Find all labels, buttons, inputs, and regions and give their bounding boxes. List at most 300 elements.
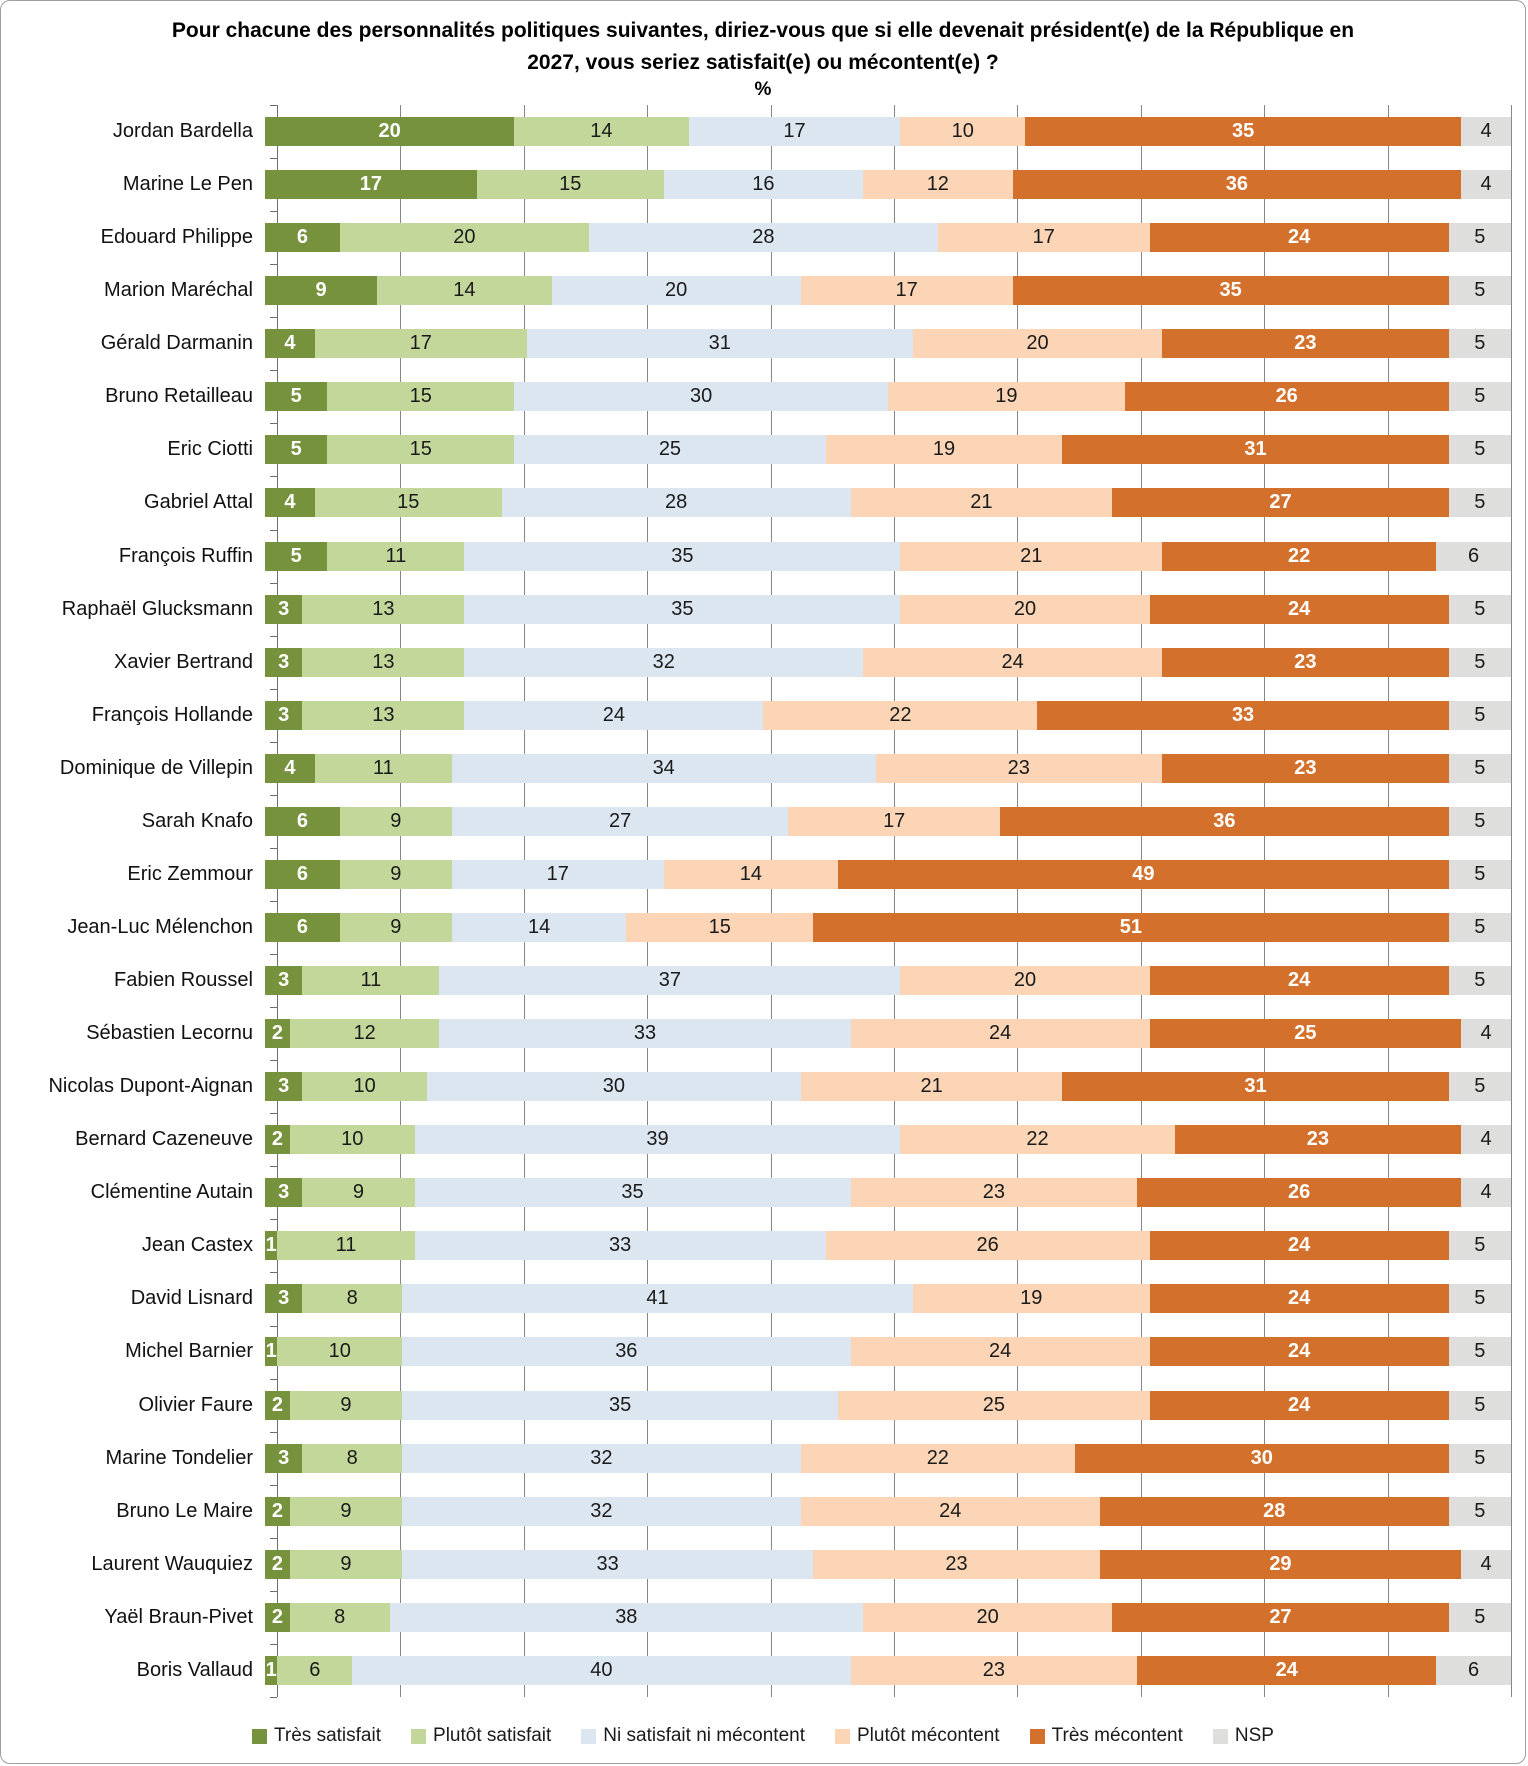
legend-item — [411, 1725, 551, 1747]
segment-value: 9 — [340, 1393, 352, 1416]
legend-swatch-icon — [1030, 1729, 1045, 1744]
bar-segment — [1062, 1072, 1448, 1101]
segment-value: 26 — [1275, 385, 1298, 408]
bar-row — [1, 954, 1525, 1007]
segment-value: 11 — [372, 756, 394, 779]
legend-label: Très satisfait — [274, 1725, 382, 1746]
bar-row — [1, 1485, 1525, 1538]
bar-segment — [1449, 1284, 1511, 1313]
bar-segment — [265, 1337, 277, 1366]
bar-segment — [1461, 170, 1511, 199]
segment-value: 2 — [271, 1022, 284, 1045]
bar-segment — [788, 807, 1000, 836]
segment-value: 22 — [926, 1446, 949, 1469]
segment-value: 15 — [409, 385, 432, 408]
segment-value: 33 — [596, 1552, 619, 1575]
bar-segment — [265, 1550, 290, 1579]
bar-row — [1, 264, 1525, 317]
segment-value: 4 — [1480, 1128, 1492, 1151]
segment-value: 2 — [271, 1128, 284, 1151]
bar-segment — [1100, 1550, 1461, 1579]
bar-track — [265, 648, 1511, 677]
bar-segment — [938, 223, 1150, 252]
legend-swatch-icon — [252, 1729, 267, 1744]
segment-value: 26 — [1288, 1181, 1311, 1204]
bar-track — [265, 1656, 1511, 1685]
segment-value: 5 — [1474, 1234, 1486, 1257]
bar-segment — [290, 1603, 390, 1632]
bar-segment — [1461, 117, 1511, 146]
category-label: Eric Zemmour — [127, 862, 253, 885]
bar-track — [265, 1231, 1511, 1260]
bar-segment — [265, 117, 514, 146]
legend-item — [1213, 1725, 1274, 1747]
category-label: Jean Castex — [141, 1234, 253, 1257]
bar-row — [1, 1113, 1525, 1166]
bar-segment — [452, 754, 876, 783]
bar-row — [1, 1432, 1525, 1485]
segment-value: 31 — [708, 332, 731, 355]
bar-segment — [340, 223, 589, 252]
bar-segment — [340, 807, 452, 836]
segment-value: 33 — [608, 1234, 632, 1257]
segment-value: 27 — [1269, 491, 1292, 514]
segment-value: 6 — [296, 226, 308, 249]
bar-row — [1, 1272, 1525, 1325]
segment-value: 3 — [278, 1181, 290, 1204]
segment-value: 25 — [1294, 1022, 1317, 1045]
bar-row — [1, 476, 1525, 529]
bar-segment — [1449, 860, 1511, 889]
segment-value: 8 — [346, 1446, 358, 1469]
segment-value: 14 — [739, 862, 763, 885]
segment-value: 5 — [1474, 1605, 1486, 1628]
segment-value: 20 — [1026, 332, 1049, 355]
bar-segment — [1449, 754, 1511, 783]
bar-segment — [813, 913, 1448, 942]
bar-segment — [1436, 542, 1511, 571]
segment-value: 6 — [296, 862, 308, 885]
segment-value: 6 — [1468, 1658, 1480, 1681]
bar-segment — [402, 1444, 801, 1473]
bar-segment — [1449, 1072, 1511, 1101]
category-label: Nicolas Dupont-Aignan — [48, 1075, 253, 1098]
bar-row — [1, 1379, 1525, 1432]
bar-segment — [514, 117, 688, 146]
bar-row — [1, 211, 1525, 264]
segment-value: 37 — [658, 969, 682, 992]
bar-segment — [1449, 1497, 1511, 1526]
segment-value: 5 — [1474, 1287, 1486, 1310]
legend-label: Plutôt satisfait — [433, 1725, 552, 1746]
bar-segment — [265, 648, 302, 677]
bar-segment — [277, 1231, 414, 1260]
segment-value: 19 — [932, 438, 956, 461]
bar-segment — [427, 1072, 801, 1101]
bar-segment — [265, 488, 315, 517]
bar-segment — [1449, 223, 1511, 252]
bar-segment — [1162, 542, 1436, 571]
segment-value: 4 — [1480, 1022, 1492, 1045]
chart-title: Pour chacune des personnalités politiques suivantes, diriez-vous que si elle devenait président(e) de la République en 2027, vous seriez satisfait(e) ou mécontent(e) ? — [171, 19, 1355, 74]
segment-value: 28 — [1263, 1499, 1286, 1522]
segment-value: 4 — [284, 756, 296, 779]
bar-segment — [664, 170, 863, 199]
segment-value: 5 — [290, 438, 302, 461]
bar-track — [265, 966, 1511, 995]
bar-segment — [1150, 1019, 1462, 1048]
segment-value: 36 — [1213, 809, 1236, 832]
bar-segment — [1449, 488, 1511, 517]
segment-value: 9 — [390, 915, 402, 938]
bar-track — [265, 1603, 1511, 1632]
segment-value: 5 — [290, 385, 302, 408]
bar-track — [265, 117, 1511, 146]
bar-segment — [1150, 966, 1449, 995]
segment-value: 23 — [982, 1658, 1005, 1681]
bar-segment — [527, 329, 913, 358]
segment-value: 10 — [353, 1075, 376, 1098]
segment-value: 40 — [590, 1658, 613, 1681]
bar-segment — [888, 382, 1125, 411]
bar-row — [1, 583, 1525, 636]
segment-value: 2 — [271, 1499, 284, 1522]
bar-segment — [265, 860, 340, 889]
segment-value: 2 — [271, 1605, 284, 1628]
bar-segment — [514, 382, 888, 411]
segment-value: 33 — [633, 1022, 657, 1045]
bar-segment — [1449, 1391, 1511, 1420]
bar-row — [1, 317, 1525, 370]
bar-segment — [464, 595, 900, 624]
legend-label: Très mécontent — [1051, 1725, 1183, 1746]
bar-row — [1, 901, 1525, 954]
bar-segment — [1449, 1231, 1511, 1260]
legend-item — [1030, 1725, 1183, 1747]
segment-value: 16 — [752, 173, 775, 196]
bar-row — [1, 1325, 1525, 1378]
bar-segment — [900, 542, 1162, 571]
segment-value: 24 — [1288, 1340, 1311, 1363]
segment-value: 5 — [1474, 332, 1486, 355]
bar-segment — [315, 488, 502, 517]
bar-segment — [900, 966, 1149, 995]
legend-swatch-icon — [581, 1729, 596, 1744]
bar-track — [265, 1497, 1511, 1526]
bar-track — [265, 1391, 1511, 1420]
bar-segment — [1150, 223, 1449, 252]
segment-value: 5 — [1474, 1340, 1486, 1363]
bar-segment — [265, 170, 477, 199]
segment-value: 19 — [995, 385, 1018, 408]
bar-row — [1, 742, 1525, 795]
segment-value: 8 — [346, 1287, 358, 1310]
legend-label: Ni satisfait ni mécontent — [603, 1725, 805, 1746]
bar-row — [1, 1219, 1525, 1272]
bar-segment — [327, 542, 464, 571]
bar-segment — [589, 223, 938, 252]
bar-segment — [340, 860, 452, 889]
bar-track — [265, 170, 1511, 199]
bar-segment — [452, 860, 664, 889]
bar-segment — [265, 807, 340, 836]
bar-segment — [302, 1072, 427, 1101]
bar-segment — [664, 860, 838, 889]
segment-value: 36 — [615, 1340, 638, 1363]
bar-segment — [1449, 329, 1511, 358]
bar-segment — [302, 1284, 402, 1313]
bar-track — [265, 488, 1511, 517]
bar-segment — [452, 807, 788, 836]
segment-value: 5 — [1474, 650, 1486, 673]
bar-segment — [689, 117, 901, 146]
segment-value: 13 — [372, 597, 395, 620]
bar-track — [265, 860, 1511, 889]
bar-track — [265, 701, 1511, 730]
segment-value: 21 — [920, 1075, 943, 1098]
bar-track — [265, 329, 1511, 358]
segment-value: 24 — [988, 1340, 1012, 1363]
segment-value: 5 — [1474, 597, 1486, 620]
segment-value: 14 — [527, 915, 551, 938]
segment-value: 30 — [1250, 1446, 1273, 1469]
segment-value: 33 — [1231, 703, 1255, 726]
bar-row — [1, 1591, 1525, 1644]
segment-value: 23 — [1294, 650, 1317, 673]
bar-segment — [1449, 382, 1511, 411]
bar-segment — [327, 435, 514, 464]
segment-value: 11 — [360, 969, 382, 992]
segment-value: 51 — [1119, 915, 1143, 938]
category-label: Edouard Philippe — [100, 226, 253, 249]
segment-value: 41 — [646, 1287, 669, 1310]
segment-value: 5 — [1474, 279, 1486, 302]
segment-value: 24 — [1288, 597, 1311, 620]
bar-segment — [390, 1603, 863, 1632]
segment-value: 1 — [265, 1234, 277, 1257]
segment-value: 17 — [895, 279, 918, 302]
segment-value: 29 — [1269, 1552, 1292, 1575]
bar-segment — [265, 1603, 290, 1632]
bar-segment — [1150, 1337, 1449, 1366]
bar-segment — [1137, 1178, 1461, 1207]
bar-segment — [377, 276, 551, 305]
category-label: Dominique de Villepin — [59, 756, 253, 779]
category-label: David Lisnard — [130, 1287, 253, 1310]
bar-segment — [1150, 1391, 1449, 1420]
bar-segment — [265, 435, 327, 464]
bar-row — [1, 795, 1525, 848]
segment-value: 17 — [783, 120, 806, 143]
bar-segment — [1449, 276, 1511, 305]
bar-segment — [1162, 329, 1449, 358]
segment-value: 4 — [1480, 173, 1492, 196]
segment-value: 13 — [372, 650, 395, 673]
bar-segment — [1025, 117, 1461, 146]
bar-segment — [876, 754, 1163, 783]
segment-value: 20 — [453, 226, 476, 249]
bar-segment — [402, 1337, 851, 1366]
segment-value: 15 — [397, 491, 420, 514]
bar-row — [1, 1166, 1525, 1219]
bar-segment — [1100, 1497, 1449, 1526]
bar-row — [1, 1538, 1525, 1591]
segment-value: 32 — [652, 650, 675, 673]
bar-segment — [265, 1125, 290, 1154]
bar-segment — [277, 1656, 352, 1685]
bar-segment — [265, 1444, 302, 1473]
segment-value: 3 — [278, 703, 290, 726]
legend-swatch-icon — [411, 1729, 426, 1744]
segment-value: 15 — [409, 438, 432, 461]
bar-segment — [415, 1231, 826, 1260]
bar-track — [265, 1178, 1511, 1207]
segment-value: 6 — [296, 915, 308, 938]
bar-row — [1, 423, 1525, 476]
category-label: Bruno Retailleau — [105, 385, 253, 408]
segment-value: 20 — [976, 1605, 999, 1628]
bar-track — [265, 382, 1511, 411]
bar-segment — [290, 1550, 402, 1579]
bar-segment — [1461, 1019, 1511, 1048]
bar-segment — [265, 1178, 302, 1207]
segment-value: 30 — [689, 385, 713, 408]
segment-value: 9 — [390, 862, 402, 885]
segment-value: 5 — [1474, 1499, 1486, 1522]
bar-segment — [1125, 382, 1449, 411]
segment-value: 32 — [590, 1446, 613, 1469]
category-label: Raphaël Glucksmann — [61, 597, 253, 620]
segment-value: 10 — [951, 120, 974, 143]
segment-value: 5 — [1474, 1446, 1486, 1469]
bar-segment — [900, 1125, 1174, 1154]
bar-segment — [1075, 1444, 1449, 1473]
segment-value: 49 — [1132, 862, 1155, 885]
segment-value: 23 — [982, 1181, 1005, 1204]
segment-value: 11 — [335, 1234, 357, 1257]
segment-value: 27 — [608, 809, 632, 832]
bar-track — [265, 1284, 1511, 1313]
segment-value: 1 — [265, 1658, 277, 1681]
bar-segment — [1150, 595, 1449, 624]
segment-value: 35 — [671, 597, 694, 620]
segment-value: 25 — [658, 438, 682, 461]
bar-segment — [1449, 1603, 1511, 1632]
bar-segment — [327, 382, 514, 411]
bar-segment — [1449, 648, 1511, 677]
segment-value: 31 — [1244, 1075, 1267, 1098]
bar-segment — [265, 913, 340, 942]
bar-segment — [1162, 648, 1449, 677]
bar-segment — [265, 276, 377, 305]
segment-value: 24 — [1288, 1393, 1311, 1416]
category-label: Michel Barnier — [125, 1340, 253, 1363]
segment-value: 9 — [340, 1552, 352, 1575]
bar-row — [1, 848, 1525, 901]
segment-value: 35 — [621, 1181, 644, 1204]
segment-value: 31 — [1244, 438, 1267, 461]
category-label: Olivier Faure — [138, 1393, 253, 1416]
bar-row — [1, 1644, 1525, 1697]
segment-value: 4 — [1480, 1181, 1492, 1204]
bar-segment — [851, 488, 1113, 517]
segment-value: 4 — [1480, 1552, 1492, 1575]
segment-value: 22 — [1288, 544, 1311, 567]
segment-value: 1 — [265, 1340, 277, 1363]
category-label: Gabriel Attal — [144, 491, 253, 514]
bar-segment — [402, 1284, 913, 1313]
category-label: Bruno Le Maire — [116, 1499, 253, 1522]
bar-track — [265, 913, 1511, 942]
bar-segment — [290, 1125, 415, 1154]
bar-segment — [464, 542, 900, 571]
segment-value: 14 — [453, 279, 476, 302]
bar-segment — [415, 1178, 851, 1207]
bar-segment — [826, 435, 1063, 464]
segment-value: 39 — [646, 1128, 669, 1151]
bar-segment — [838, 1391, 1150, 1420]
category-label: Jean-Luc Mélenchon — [67, 915, 253, 938]
bar-segment — [464, 648, 863, 677]
bar-segment — [265, 1497, 290, 1526]
bar-segment — [863, 1603, 1112, 1632]
segment-value: 22 — [889, 703, 912, 726]
segment-value: 17 — [883, 809, 906, 832]
segment-value: 21 — [970, 491, 993, 514]
segment-value: 9 — [352, 1181, 364, 1204]
category-label: Boris Vallaud — [136, 1658, 253, 1681]
segment-value: 5 — [1474, 703, 1486, 726]
bar-segment — [277, 1337, 402, 1366]
bar-segment — [402, 1497, 801, 1526]
bar-segment — [1162, 754, 1449, 783]
bar-row — [1, 530, 1525, 583]
segment-value: 3 — [278, 1287, 290, 1310]
segment-value: 17 — [409, 332, 432, 355]
segment-value: 35 — [671, 544, 694, 567]
segment-value: 3 — [278, 597, 290, 620]
bar-row — [1, 158, 1525, 211]
bar-segment — [801, 276, 1013, 305]
segment-value: 20 — [1013, 969, 1037, 992]
segment-value: 17 — [1032, 226, 1055, 249]
category-label: Jordan Bardella — [112, 120, 253, 143]
bar-segment — [265, 754, 315, 783]
segment-value: 9 — [390, 809, 402, 832]
bar-track — [265, 595, 1511, 624]
segment-value: 5 — [1474, 915, 1486, 938]
bar-row — [1, 1060, 1525, 1113]
segment-value: 30 — [602, 1075, 625, 1098]
segment-value: 17 — [546, 862, 569, 885]
segment-value: 24 — [939, 1499, 962, 1522]
bar-segment — [464, 701, 763, 730]
segment-value: 5 — [1474, 1075, 1486, 1098]
segment-value: 2 — [271, 1552, 284, 1575]
bar-segment — [439, 966, 900, 995]
segment-value: 17 — [359, 173, 383, 196]
bar-track — [265, 435, 1511, 464]
bar-track — [265, 542, 1511, 571]
bar-segment — [900, 117, 1025, 146]
bar-segment — [1449, 913, 1511, 942]
segment-value: 5 — [1474, 862, 1486, 885]
bar-segment — [1449, 807, 1511, 836]
bar-track — [265, 807, 1511, 836]
segment-value: 24 — [1288, 969, 1311, 992]
bar-segment — [290, 1391, 402, 1420]
segment-value: 20 — [665, 279, 688, 302]
